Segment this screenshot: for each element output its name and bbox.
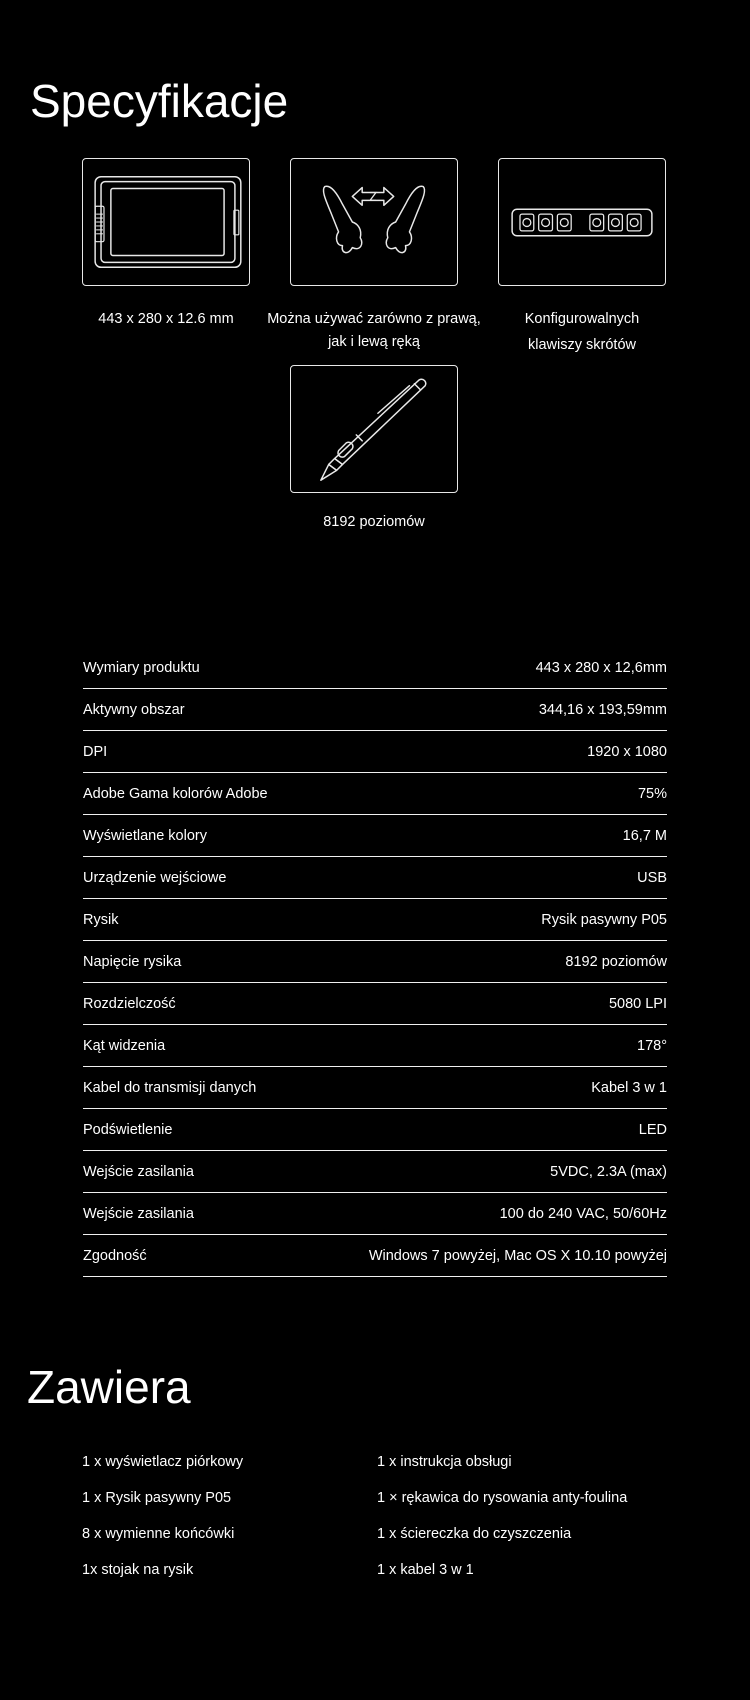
spec-value: 75% xyxy=(637,785,667,802)
list-item: 1 x wyświetlacz piórkowy xyxy=(82,1454,244,1470)
table-row xyxy=(83,1151,667,1193)
spec-label: Kąt widzenia xyxy=(83,1037,166,1054)
table-row xyxy=(83,1067,667,1109)
feature-keys-caption xyxy=(472,308,692,357)
list-item: 1 x Rysik pasywny P05 xyxy=(82,1490,232,1506)
feature-caption-line: Można używać zarówno z prawą, xyxy=(267,311,481,327)
contents-list xyxy=(82,1444,682,1588)
feature-caption-line: jak i lewą ręką xyxy=(328,334,420,350)
list-item: 8 x wymienne końcówki xyxy=(82,1526,235,1542)
spec-label: Zgodność xyxy=(83,1247,147,1264)
tablet-display-icon xyxy=(83,159,249,285)
spec-label: Adobe Gama kolorów Adobe xyxy=(83,785,268,802)
table-row xyxy=(83,773,667,815)
table-row xyxy=(83,689,667,731)
spec-label: Podświetlenie xyxy=(83,1121,173,1138)
spec-label: DPI xyxy=(83,743,108,760)
spec-value: 443 x 280 x 12,6mm xyxy=(535,659,667,676)
table-row xyxy=(83,815,667,857)
spec-value: 1920 x 1080 xyxy=(587,743,667,760)
spec-value: 5080 LPI xyxy=(608,995,667,1012)
spec-table xyxy=(83,647,667,1277)
spec-label: Aktywny obszar xyxy=(83,701,185,718)
list-item: 1 x instrukcja obsługi xyxy=(377,1454,512,1470)
spec-value: Kabel 3 w 1 xyxy=(591,1079,667,1096)
feature-caption-line: Konfigurowalnych xyxy=(524,311,640,327)
table-row xyxy=(83,647,667,689)
feature-caption-line: klawiszy skrótów xyxy=(528,337,636,353)
table-row xyxy=(83,1193,667,1235)
table-row xyxy=(83,983,667,1025)
feature-caption-line: 8192 poziomów xyxy=(323,514,425,530)
list-item: 1 x ściereczka do czyszczenia xyxy=(377,1526,572,1542)
table-row xyxy=(83,731,667,773)
feature-stylus-caption xyxy=(264,511,484,534)
left-right-hand-icon xyxy=(291,159,457,285)
spec-label: Urządzenie wejściowe xyxy=(83,869,227,886)
table-row xyxy=(83,857,667,899)
spec-label: Wymiary produktu xyxy=(83,659,200,676)
table-row xyxy=(83,1109,667,1151)
list-item: 1 x kabel 3 w 1 xyxy=(377,1562,474,1578)
feature-hands-caption xyxy=(264,308,484,354)
table-row xyxy=(83,941,667,983)
spec-value: Rysik pasywny P05 xyxy=(541,911,667,928)
specs-title: Specyfikacje xyxy=(30,75,289,127)
spec-label: Wejście zasilania xyxy=(83,1205,194,1222)
spec-value: 344,16 x 193,59mm xyxy=(538,701,667,718)
spec-label: Rozdzielczość xyxy=(83,995,176,1012)
spec-label: Rysik xyxy=(83,911,119,928)
spec-label: Wejście zasilania xyxy=(83,1163,194,1180)
spec-label: Kabel do transmisji danych xyxy=(83,1079,257,1096)
spec-value: 16,7 M xyxy=(622,827,667,844)
table-row xyxy=(83,1235,667,1277)
feature-tablet-caption xyxy=(56,308,276,331)
feature-stylus-box xyxy=(290,365,458,493)
spec-value: Windows 7 powyżej, Mac OS X 10.10 powyżej xyxy=(368,1247,667,1264)
spec-value: USB xyxy=(637,869,667,886)
table-row xyxy=(83,1025,667,1067)
list-item: 1 × rękawica do rysowania anty-foulina xyxy=(377,1490,628,1506)
stylus-pen-icon xyxy=(291,366,457,492)
contents-title: Zawiera xyxy=(27,1361,191,1413)
spec-value: 5VDC, 2.3A (max) xyxy=(550,1163,667,1180)
feature-tablet-box xyxy=(82,158,250,286)
spec-value: 100 do 240 VAC, 50/60Hz xyxy=(499,1205,667,1222)
shortcut-keys-icon xyxy=(499,159,665,285)
spec-value: 178° xyxy=(637,1037,667,1054)
feature-keys-box xyxy=(498,158,666,286)
spec-label: Napięcie rysika xyxy=(83,953,182,970)
feature-caption-line: 443 x 280 x 12.6 mm xyxy=(98,311,234,327)
spec-label: Wyświetlane kolory xyxy=(83,827,207,844)
table-row xyxy=(83,899,667,941)
spec-value: 8192 poziomów xyxy=(565,953,667,970)
spec-value: LED xyxy=(638,1121,667,1138)
list-item: 1x stojak na rysik xyxy=(82,1562,194,1578)
feature-hands-box xyxy=(290,158,458,286)
